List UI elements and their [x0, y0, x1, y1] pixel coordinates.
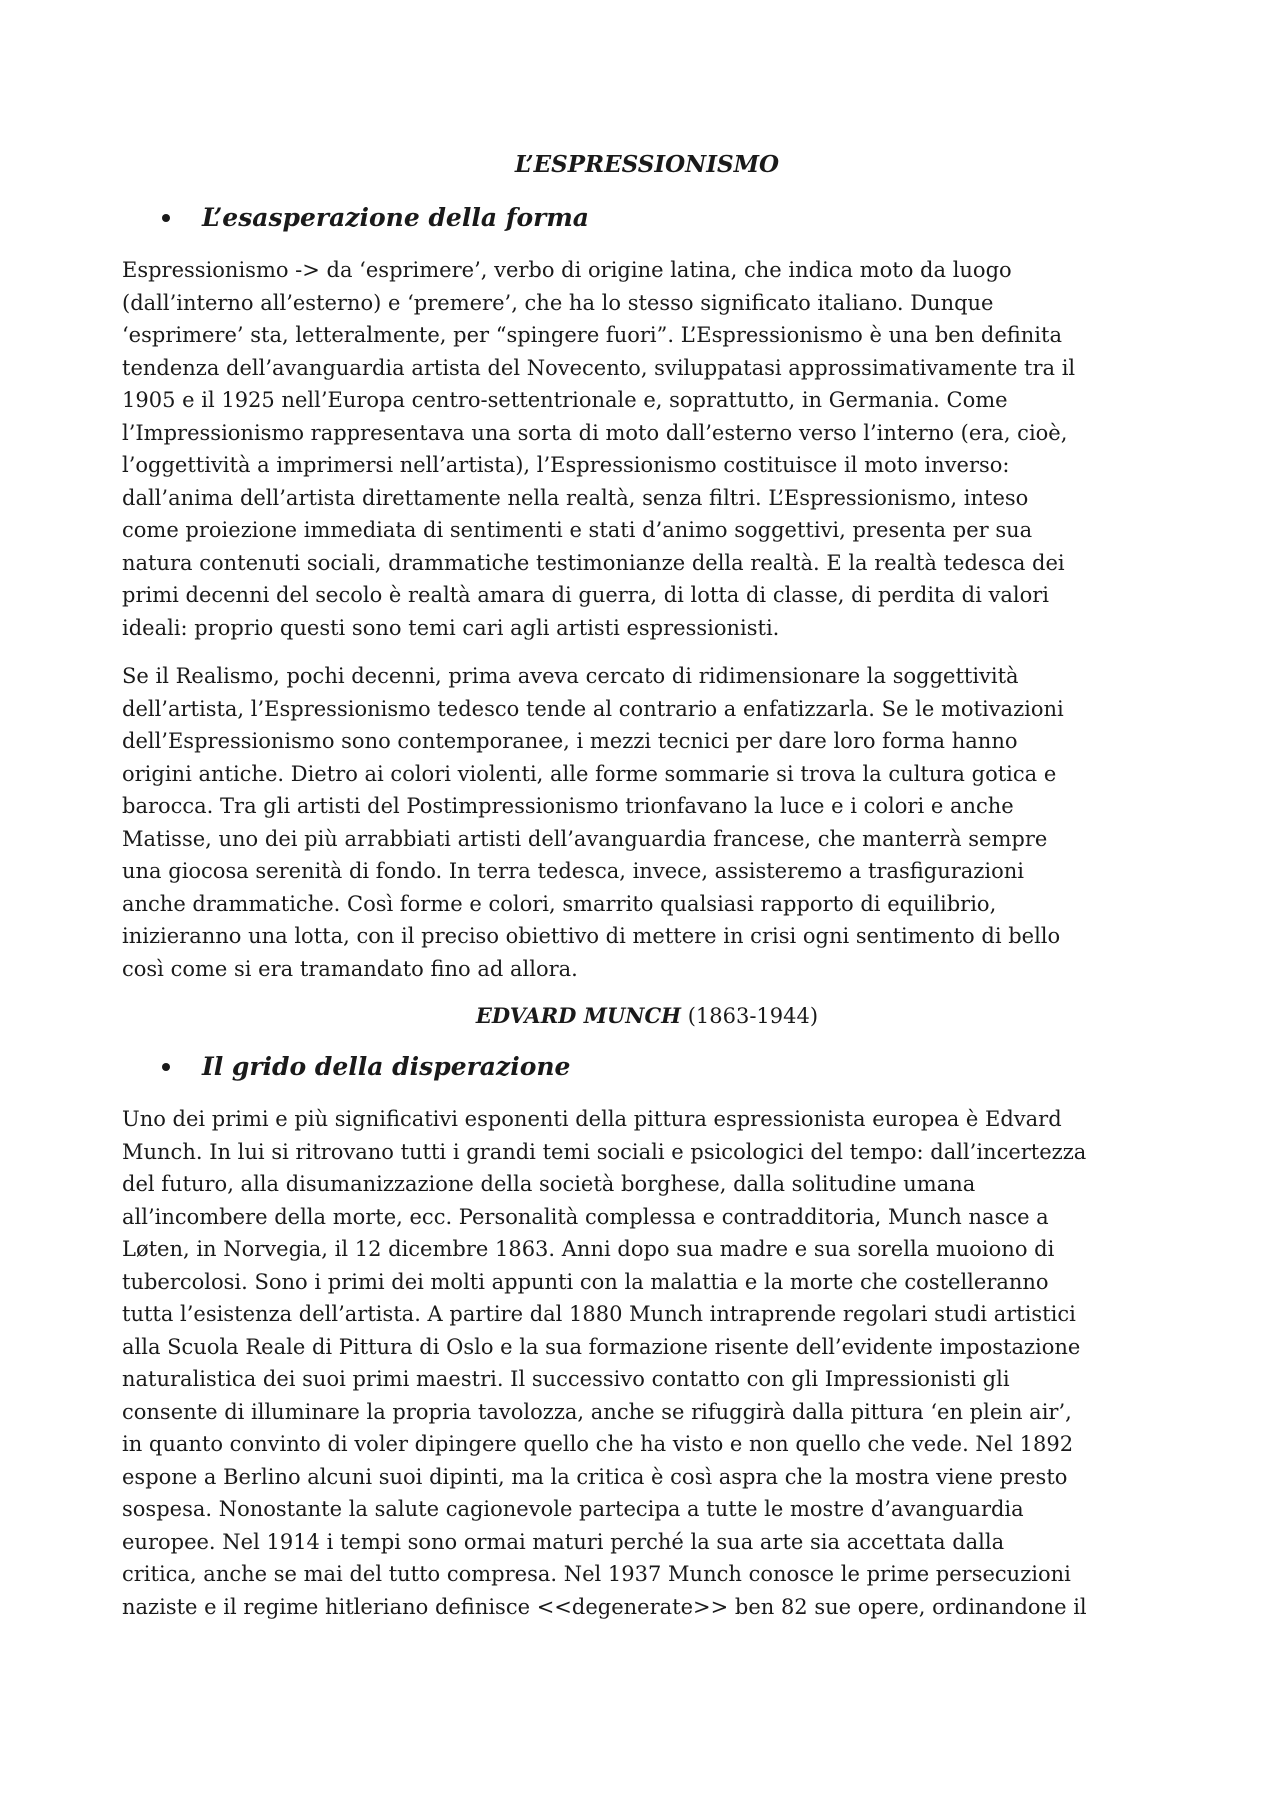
text-line: sospesa. Nonostante la salute cagionevole partecipa a tutte le mostre d’avanguardia	[122, 1497, 1024, 1521]
text-line: consente di illuminare la propria tavolozza, anche se rifuggirà dalla pittura ‘en plein air’,	[122, 1399, 1072, 1424]
text-line: europee. Nel 1914 i tempi sono ormai maturi perché la sua arte sia accettata dalla	[122, 1529, 1005, 1554]
text-line: naziste e il regime hitleriano definisce <<degenerate>> ben 82 sue opere, ordinandone il	[122, 1594, 1087, 1619]
text-line: così come si era tramandato fino ad allora.	[122, 956, 578, 981]
text-line: (dall’interno all’esterno) e ‘premere’, che ha lo stesso significato italiano. Dunque	[122, 290, 994, 315]
text-line: naturalistica dei suoi primi maestri. Il successivo contatto con gli Impressionisti gli	[122, 1367, 1010, 1391]
text-line: del futuro, alla disumanizzazione della società borghese, dalla solitudine umana	[122, 1172, 976, 1196]
text-line: l’oggettività a imprimersi nell’artista), l’Espressionismo costituisce il moto inverso:	[122, 453, 1010, 477]
section-heading-label: Il grido della disperazione	[202, 1052, 571, 1081]
author-heading	[122, 1001, 1172, 1031]
text-line: tutta l’esistenza dell’artista. A partire dal 1880 Munch intraprende regolari studi artistici	[122, 1302, 1076, 1326]
text-line: inizieranno una lotta, con il preciso obiettivo di mettere in crisi ogni sentimento di bello	[122, 924, 1061, 948]
paragraph-realismo	[122, 660, 1172, 985]
section-heading-grido	[162, 1051, 1172, 1083]
paragraph-intro	[122, 254, 1172, 644]
text-line: Matisse, uno dei più arrabbiati artisti dell’avanguardia francese, che manterrà sempre	[122, 826, 1048, 851]
text-line: critica, anche se mai del tutto compresa. Nel 1937 Munch conosce le prime persecuzioni	[122, 1562, 1071, 1586]
section-heading-esasperazione	[162, 202, 1172, 234]
text-line: tubercolosi. Sono i primi dei molti appunti con la malattia e la morte che costelleranno	[122, 1269, 1049, 1294]
text-line: Løten, in Norvegia, il 12 dicembre 1863. Anni dopo sua madre e sua sorella muoiono di	[122, 1237, 1055, 1261]
text-line: primi decenni del secolo è realtà amara di guerra, di lotta di classe, di perdita di valori	[122, 583, 1050, 607]
text-line: come proiezione immediata di sentimenti e stati d’animo soggettivi, presenta per sua	[122, 518, 1033, 542]
author-dates: (1863-1944)	[687, 1004, 819, 1028]
text-line: 1905 e il 1925 nell’Europa centro-settentrionale e, soprattutto, in Germania. Come	[122, 388, 1008, 412]
section-heading-label: L’esasperazione della forma	[202, 203, 589, 232]
text-line: Munch. In lui si ritrovano tutti i grandi temi sociali e psicologici del tempo: dall’incertezza	[122, 1139, 1087, 1164]
text-line: dell’Espressionismo sono contemporanee, i mezzi tecnici per dare loro forma hanno	[122, 729, 1018, 753]
text-line: tendenza dell’avanguardia artista del Novecento, sviluppatasi approssimativamente tra il	[122, 355, 1076, 380]
text-line: l’Impressionismo rappresentava una sorta di moto dall’esterno verso l’interno (era, cioè,	[122, 420, 1068, 445]
text-line: barocca. Tra gli artisti del Postimpressionismo trionfavano la luce e i colori e anche	[122, 794, 1014, 818]
text-line: anche drammatiche. Così forme e colori, smarrito qualsiasi rapporto di equilibrio,	[122, 891, 997, 916]
bullet-icon	[162, 214, 170, 222]
text-line: Espressionismo -> da ‘esprimere’, verbo di origine latina, che indica moto da luogo	[122, 258, 1012, 282]
text-line: origini antiche. Dietro ai colori violenti, alle forme sommarie si trova la cultura gotica e	[122, 761, 1057, 786]
paragraph-munch	[122, 1103, 1172, 1623]
text-line: ideali: proprio questi sono temi cari agli artisti espressionisti.	[122, 615, 780, 640]
text-line: dall’anima dell’artista direttamente nella realtà, senza filtri. L’Espressionismo, inteso	[122, 485, 1029, 510]
text-line: natura contenuti sociali, drammatiche testimonianze della realtà. E la realtà tedesca dei	[122, 550, 1065, 575]
text-line: Se il Realismo, pochi decenni, prima aveva cercato di ridimensionare la soggettività	[122, 664, 1019, 688]
text-line: una giocosa serenità di fondo. In terra tedesca, invece, assisteremo a trasfigurazioni	[122, 859, 1024, 883]
text-line: Uno dei primi e più significativi esponenti della pittura espressionista europea è Edvard	[122, 1107, 1062, 1131]
text-line: dell’artista, l’Espressionismo tedesco tende al contrario a enfatizzarla. Se le motivazioni	[122, 696, 1064, 721]
author-name: EDVARD MUNCH	[475, 1003, 682, 1028]
text-line: espone a Berlino alcuni suoi dipinti, ma la critica è così aspra che la mostra viene presto	[122, 1464, 1068, 1489]
text-line: alla Scuola Reale di Pittura di Oslo e la sua formazione risente dell’evidente impostazione	[122, 1334, 1081, 1359]
page-title: L’ESPRESSIONISMO	[514, 151, 780, 178]
bullet-icon	[162, 1063, 170, 1071]
text-line: all’incombere della morte, ecc. Personalità complessa e contradditoria, Munch nasce a	[122, 1204, 1049, 1229]
text-line: in quanto convinto di voler dipingere quello che ha visto e non quello che vede. Nel 1892	[122, 1432, 1074, 1456]
document-page	[122, 150, 1172, 1639]
text-line: ‘esprimere’ sta, letteralmente, per “spingere fuori”. L’Espressionismo è una ben definita	[122, 323, 1062, 347]
